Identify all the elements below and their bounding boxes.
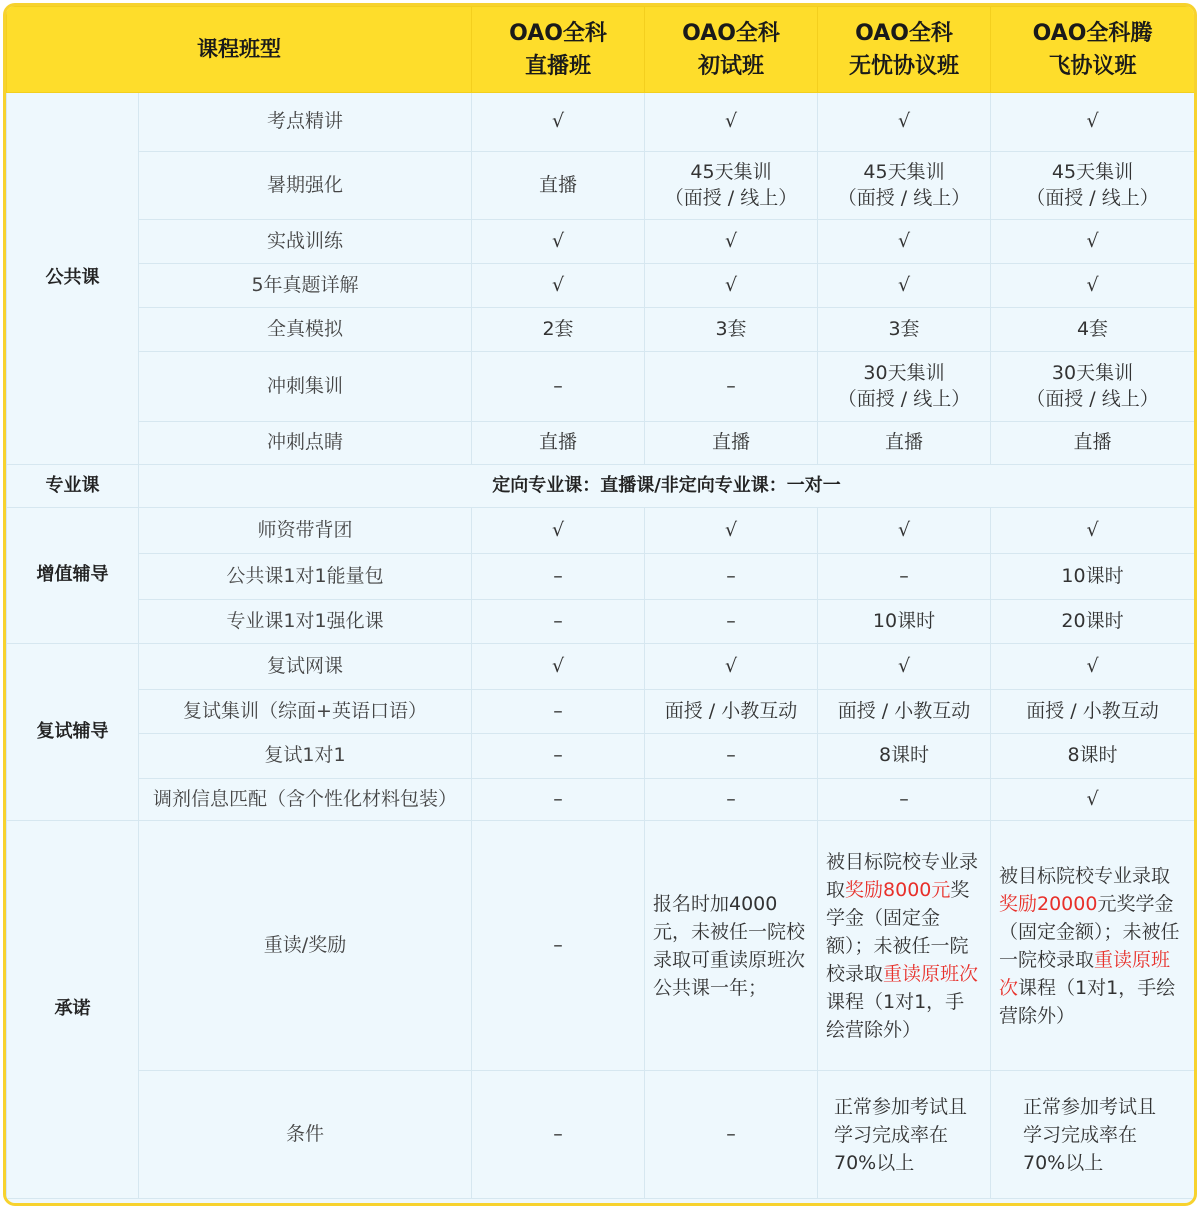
table-row	[7, 93, 1195, 152]
table-cell: √	[991, 779, 1195, 821]
table-cell: 45天集训 （面授 / 线上）	[818, 152, 991, 220]
group-value-added: 增值辅导	[7, 508, 139, 644]
row-label: 复试网课	[139, 644, 472, 690]
group-public-course: 公共课	[7, 93, 139, 465]
table-cell: 30天集训 （面授 / 线上）	[818, 352, 991, 422]
table-cell: 45天集训 （面授 / 线上）	[645, 152, 818, 220]
reward-highlight: 奖励8000元	[845, 878, 951, 901]
table-cell: 直播	[645, 422, 818, 465]
header-plan-initial: OAO全科 初试班	[645, 7, 818, 93]
table-cell: 20课时	[991, 600, 1195, 644]
table-cell: 面授 / 小教互动	[645, 690, 818, 734]
table-cell: 10课时	[991, 554, 1195, 600]
table-row	[7, 600, 1195, 644]
course-comparison-table	[6, 6, 1195, 1199]
table-row	[7, 422, 1195, 465]
table-cell: √	[991, 93, 1195, 152]
table-row	[7, 264, 1195, 308]
course-comparison-table-frame	[3, 3, 1197, 1206]
table-cell: √	[818, 644, 991, 690]
row-label: 师资带背团	[139, 508, 472, 554]
table-cell: √	[472, 220, 645, 264]
header-plan-live: OAO全科 直播班	[472, 7, 645, 93]
row-label: 冲刺点睛	[139, 422, 472, 465]
table-row	[7, 554, 1195, 600]
row-label: 公共课1对1能量包	[139, 554, 472, 600]
table-cell: –	[472, 352, 645, 422]
table-cell: √	[645, 93, 818, 152]
table-row	[7, 1071, 1195, 1199]
reward-highlight: 重读原班次	[883, 962, 979, 985]
table-cell: 直播	[472, 422, 645, 465]
table-row	[7, 779, 1195, 821]
table-cell: √	[991, 220, 1195, 264]
table-header-row	[7, 7, 1195, 93]
table-cell: 3套	[818, 308, 991, 352]
reward-initial-text: 报名时加4000元，未被任一院校录取可重读原班次公共课一年；	[645, 821, 818, 1071]
table-cell: √	[818, 93, 991, 152]
reward-highlight: 重读原班次	[999, 948, 1171, 999]
row-label: 5年真题详解	[139, 264, 472, 308]
row-label: 冲刺集训	[139, 352, 472, 422]
table-row	[7, 690, 1195, 734]
header-label: 课程班型	[7, 7, 472, 93]
table-cell: √	[645, 220, 818, 264]
table-cell: –	[472, 734, 645, 779]
row-label: 暑期强化	[139, 152, 472, 220]
table-row	[7, 465, 1195, 508]
table-cell: √	[991, 508, 1195, 554]
table-cell: 直播	[818, 422, 991, 465]
header-plan-soar: OAO全科腾 飞协议班	[991, 7, 1195, 93]
condition-soar-text: 正常参加考试且学习完成率在70%以上	[991, 1071, 1195, 1199]
table-cell: 45天集训 （面授 / 线上）	[991, 152, 1195, 220]
table-cell: √	[645, 264, 818, 308]
table-cell: 面授 / 小教互动	[818, 690, 991, 734]
table-cell: –	[645, 352, 818, 422]
major-course-description: 定向专业课：直播课/非定向专业课：一对一	[139, 465, 1195, 508]
table-cell: –	[645, 734, 818, 779]
table-cell: 直播	[472, 152, 645, 220]
table-cell: 10课时	[818, 600, 991, 644]
table-cell: –	[472, 554, 645, 600]
table-row	[7, 152, 1195, 220]
group-major-course: 专业课	[7, 465, 139, 508]
table-cell: –	[645, 554, 818, 600]
row-label: 复试1对1	[139, 734, 472, 779]
table-cell: –	[818, 554, 991, 600]
table-cell: –	[472, 779, 645, 821]
table-row	[7, 821, 1195, 1071]
header-plan-worry-free: OAO全科 无忧协议班	[818, 7, 991, 93]
row-label: 重读/奖励	[139, 821, 472, 1071]
table-cell: 8课时	[991, 734, 1195, 779]
table-cell: √	[818, 220, 991, 264]
row-label: 条件	[139, 1071, 472, 1199]
row-label: 考点精讲	[139, 93, 472, 152]
table-cell: –	[472, 1071, 645, 1199]
table-cell: –	[645, 1071, 818, 1199]
table-row	[7, 734, 1195, 779]
table-cell: √	[991, 264, 1195, 308]
row-label: 专业课1对1强化课	[139, 600, 472, 644]
table-cell: √	[645, 508, 818, 554]
reward-worry-free-text: 被目标院校专业录取奖励8000元奖学金（固定金额）；未被任一院校录取重读原班次课程（1对1，手绘营除外）	[818, 821, 991, 1071]
table-cell: √	[472, 644, 645, 690]
table-cell: √	[991, 644, 1195, 690]
table-cell: –	[818, 779, 991, 821]
table-cell: √	[818, 508, 991, 554]
reward-highlight: 奖励20000	[999, 892, 1098, 915]
table-cell: 4套	[991, 308, 1195, 352]
table-row	[7, 220, 1195, 264]
group-promise: 承诺	[7, 821, 139, 1199]
table-cell: √	[472, 93, 645, 152]
table-cell: √	[818, 264, 991, 308]
table-cell: 2套	[472, 308, 645, 352]
table-cell: √	[472, 508, 645, 554]
table-cell: 直播	[991, 422, 1195, 465]
table-row	[7, 352, 1195, 422]
table-row	[7, 308, 1195, 352]
table-cell: 面授 / 小教互动	[991, 690, 1195, 734]
table-row	[7, 508, 1195, 554]
table-cell: –	[472, 821, 645, 1071]
row-label: 复试集训（综面+英语口语）	[139, 690, 472, 734]
group-retest: 复试辅导	[7, 644, 139, 821]
condition-worry-free-text: 正常参加考试且学习完成率在70%以上	[818, 1071, 991, 1199]
reward-soar-text: 被目标院校专业录取奖励20000元奖学金（固定金额）；未被任一院校录取重读原班次课程（1对1，手绘营除外）	[991, 821, 1195, 1071]
table-cell: √	[472, 264, 645, 308]
table-cell: –	[472, 690, 645, 734]
table-cell: 8课时	[818, 734, 991, 779]
table-cell: –	[645, 600, 818, 644]
table-cell: –	[645, 779, 818, 821]
row-label: 全真模拟	[139, 308, 472, 352]
row-label: 实战训练	[139, 220, 472, 264]
row-label: 调剂信息匹配（含个性化材料包装）	[139, 779, 472, 821]
table-cell: –	[472, 600, 645, 644]
table-cell: 3套	[645, 308, 818, 352]
table-cell: √	[645, 644, 818, 690]
table-row	[7, 644, 1195, 690]
table-cell: 30天集训 （面授 / 线上）	[991, 352, 1195, 422]
